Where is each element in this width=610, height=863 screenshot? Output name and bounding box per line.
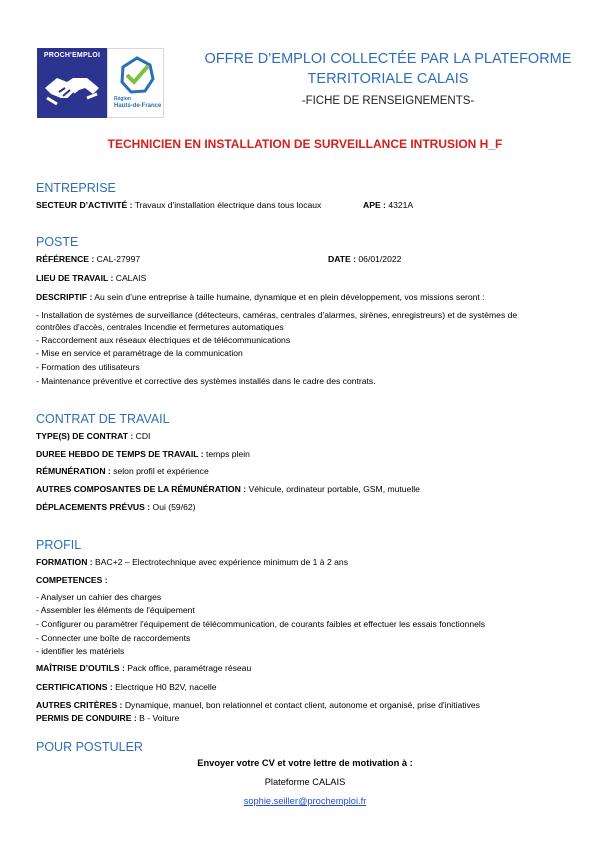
header-subtitle: -FICHE DE RENSEIGNEMENTS- (301, 95, 475, 107)
formation-label: FORMATION : (36, 557, 93, 567)
formation-row (36, 556, 348, 568)
autres-remuneration-label: AUTRES COMPOSANTES DE LA RÉMUNÉRATION : (36, 484, 247, 494)
mission-item: - Mise en service et paramétrage de la communication (36, 348, 243, 358)
competences-label: COMPETENCES : (36, 575, 108, 585)
certifications-row (36, 681, 217, 693)
section-heading-poste: POSTE (36, 235, 79, 249)
outils-value: Pack office, paramétrage réseau (127, 663, 252, 673)
postuler-email-row (0, 796, 610, 806)
outils-row (36, 662, 251, 674)
ape-label: APE : (363, 200, 386, 210)
date-row (328, 253, 401, 265)
deplacements-label: DÉPLACEMENTS PRÉVUS : (36, 502, 151, 512)
descriptif-value: Au sein d’une entreprise à taille humaine, dynamique et en plein développement, vos missions seront : (94, 292, 485, 302)
criteres-label: AUTRES CRITÈRES : (36, 700, 123, 710)
mission-item: contrôles d'accès, centrales Incendie et fermetures automatiques (36, 322, 284, 332)
remuneration-label: RÉMUNÉRATION : (36, 466, 111, 476)
job-title: TECHNICIEN EN INSTALLATION DE SURVEILLANCE INTRUSION H_F (107, 137, 503, 151)
reference-label: RÉFÉRENCE : (36, 254, 95, 264)
descriptif-row (36, 291, 485, 303)
logo-brand-text: PROCH'EMPLOI (43, 52, 101, 59)
mission-item: - Maintenance préventive et corrective des systèmes installés dans le cadre des contrats. (36, 376, 376, 386)
secteur-row (36, 199, 321, 211)
descriptif-label: DESCRIPTIF : (36, 292, 93, 302)
lieu-row (36, 272, 146, 284)
formation-value: BAC+2 – Electrotechnique avec expérience minimum de 1 à 2 ans (95, 557, 348, 567)
postuler-platform: Plateforme CALAIS (264, 777, 346, 787)
secteur-label: SECTEUR D’ACTIVITÉ : (36, 200, 133, 210)
reference-value: CAL-27997 (96, 254, 141, 264)
region-label: Région (114, 96, 131, 102)
mission-item: - Formation des utilisateurs (36, 362, 140, 372)
competences-row (36, 574, 108, 586)
reference-row (36, 253, 140, 265)
remuneration-value: selon profil et expérience (113, 466, 209, 476)
criteres-value: Dynamique, manuel, bon relationnel et contact client, autonome et organisé, prise d'initiatives (124, 700, 480, 710)
section-heading-postuler: POUR POSTULER (36, 740, 143, 754)
ape-row (363, 199, 413, 211)
duree-label: DUREE HEBDO DE TEMPS DE TRAVAIL : (36, 449, 204, 459)
header-title-line2: TERRITORIALE CALAIS (307, 71, 469, 87)
mission-item: - Raccordement aux réseaux électriques et de télécommunications (36, 335, 291, 345)
email-link[interactable]: sophie.seiller@prochemploi.fr (243, 796, 367, 806)
region-logo-panel (107, 48, 164, 118)
contrat-type-row (36, 430, 150, 442)
lieu-value: CALAIS (115, 273, 147, 283)
mission-item: - Installation de systèmes de surveillance (détecteurs, caméras, centrales d'alarmes, sirènes, enregistreurs) et de systèmes de (36, 310, 518, 320)
competence-item: - identifier les matériels (36, 646, 125, 656)
certifications-label: CERTIFICATIONS : (36, 682, 113, 692)
competence-item: - Configurer ou paramétrer l'équipement de télécommunication, de courants faibles et effectuer les essais fonctionnels (36, 619, 486, 629)
criteres-row (36, 699, 480, 711)
duree-value: temps plein (205, 449, 250, 459)
remuneration-row (36, 465, 209, 477)
competence-item: - Analyser un cahier des charges (36, 592, 162, 602)
deplacements-value: Oui (59/62) (152, 502, 196, 512)
date-value: 06/01/2022 (358, 254, 402, 264)
postuler-instruction: Envoyer votre CV et votre lettre de motivation à : (197, 758, 413, 768)
section-heading-contrat: CONTRAT DE TRAVAIL (36, 412, 170, 426)
region-map-icon (117, 55, 157, 95)
header-title-line1: OFFRE D’EMPLOI COLLECTÉE PAR LA PLATEFORME (204, 51, 572, 67)
contrat-type-label: TYPE(S) DE CONTRAT : (36, 431, 134, 441)
autres-remuneration-row (36, 483, 420, 495)
deplacements-row (36, 501, 196, 513)
permis-value: B - Voiture (139, 713, 180, 723)
certifications-value: Electrique H0 B2V, nacelle (115, 682, 217, 692)
date-label: DATE : (328, 254, 357, 264)
secteur-value: Travaux d'installation électrique dans tous locaux (134, 200, 322, 210)
ape-value: 4321A (388, 200, 414, 210)
autres-remuneration-value: Véhicule, ordinateur portable, GSM, mutuelle (248, 484, 420, 494)
section-heading-entreprise: ENTREPRISE (36, 181, 116, 195)
duree-row (36, 448, 250, 460)
logo-handshake-panel (37, 48, 107, 118)
lieu-label: LIEU DE TRAVAIL : (36, 273, 114, 283)
permis-row (36, 712, 179, 724)
permis-label: PERMIS DE CONDUIRE : (36, 713, 137, 723)
outils-label: MAÎTRISE D’OUTILS : (36, 663, 125, 673)
prochemploi-logo (37, 48, 164, 118)
region-name: Hauts-de-France (114, 103, 162, 109)
contrat-type-value: CDI (135, 431, 151, 441)
competence-item: - Assembler les éléments de l'équipement (36, 605, 195, 615)
handshake-icon (43, 66, 101, 112)
section-heading-profil: PROFIL (36, 538, 82, 552)
competence-item: - Connecter une boîte de raccordements (36, 633, 191, 643)
